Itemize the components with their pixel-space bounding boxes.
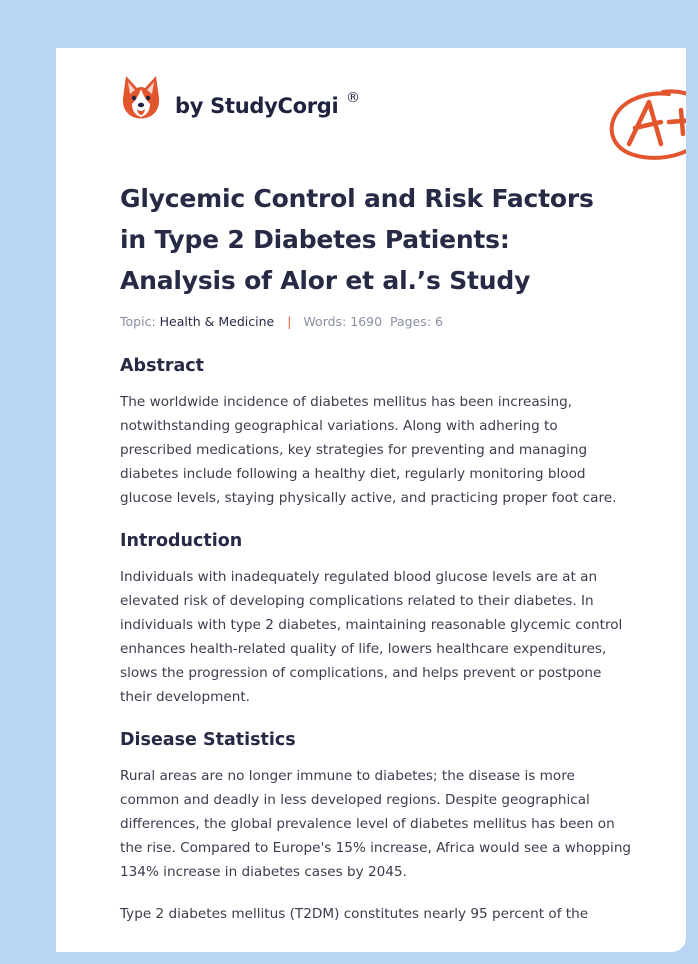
title-line: Glycemic Control and Risk Factors — [120, 184, 594, 213]
text-line: The worldwide incidence of diabetes mellitus has been increasing, — [120, 394, 573, 410]
text-line: individuals with type 2 diabetes, maintaining reasonable glycemic control — [120, 617, 623, 633]
section-heading-abstract: Abstract — [120, 356, 205, 376]
text-line: notwithstanding geographical variations. Along with adhering to — [120, 418, 558, 434]
text-line: the rise. Compared to Europe's 15% increase, Africa would see a whopping — [120, 840, 632, 856]
title-line: in Type 2 Diabetes Patients: — [120, 225, 510, 254]
introduction-paragraph — [120, 565, 640, 709]
text-line: diabetes include following a healthy diet, regularly monitoring blood — [120, 466, 586, 482]
text-line: prescribed medications, key strategies for preventing and managing — [120, 442, 588, 458]
site-header — [120, 74, 660, 130]
title-line: Analysis of Alor et al.’s Study — [120, 266, 531, 295]
article-title — [120, 178, 640, 301]
text-line: differences, the global prevalence level of diabetes mellitus has been on — [120, 816, 615, 832]
text-line: Individuals with inadequately regulated blood glucose levels are at an — [120, 569, 598, 585]
meta-separator: | — [287, 314, 292, 329]
text-line: slows the progression of complications, and helps prevent or postpone — [120, 665, 602, 681]
text-line: glucose levels, staying physically active, and practicing proper foot care. — [120, 490, 617, 506]
trailing-paragraph — [120, 902, 640, 926]
page-count: Pages: 6 — [390, 314, 443, 329]
registered-mark: ® — [346, 90, 360, 106]
article-meta — [120, 314, 640, 329]
brand-name[interactable]: by StudyCorgi — [175, 94, 339, 118]
topic-link[interactable]: Health & Medicine — [159, 314, 275, 329]
disease-statistics-paragraph — [120, 764, 640, 884]
section-heading-introduction: Introduction — [120, 531, 243, 551]
text-line: Rural areas are no longer immune to diabetes; the disease is more — [120, 768, 575, 784]
word-count: Words: 1690 — [303, 314, 383, 329]
article-content — [120, 178, 640, 926]
abstract-paragraph — [120, 390, 640, 510]
a-plus-grade-badge — [603, 86, 686, 166]
topic-label: Topic: — [120, 314, 156, 329]
text-line: their development. — [120, 689, 250, 705]
text-line: enhances health-related quality of life, lowers healthcare expenditures, — [120, 641, 607, 657]
document-page — [56, 48, 686, 952]
text-line: Type 2 diabetes mellitus (T2DM) constitutes nearly 95 percent of the — [120, 906, 589, 922]
section-heading-disease-statistics: Disease Statistics — [120, 730, 296, 750]
text-line: common and deadly in less developed regions. Despite geographical — [120, 792, 590, 808]
text-line: 134% increase in diabetes cases by 2045. — [120, 864, 407, 880]
text-line: elevated risk of developing complications related to their diabetes. In — [120, 593, 594, 609]
corgi-logo-icon[interactable] — [120, 74, 162, 122]
